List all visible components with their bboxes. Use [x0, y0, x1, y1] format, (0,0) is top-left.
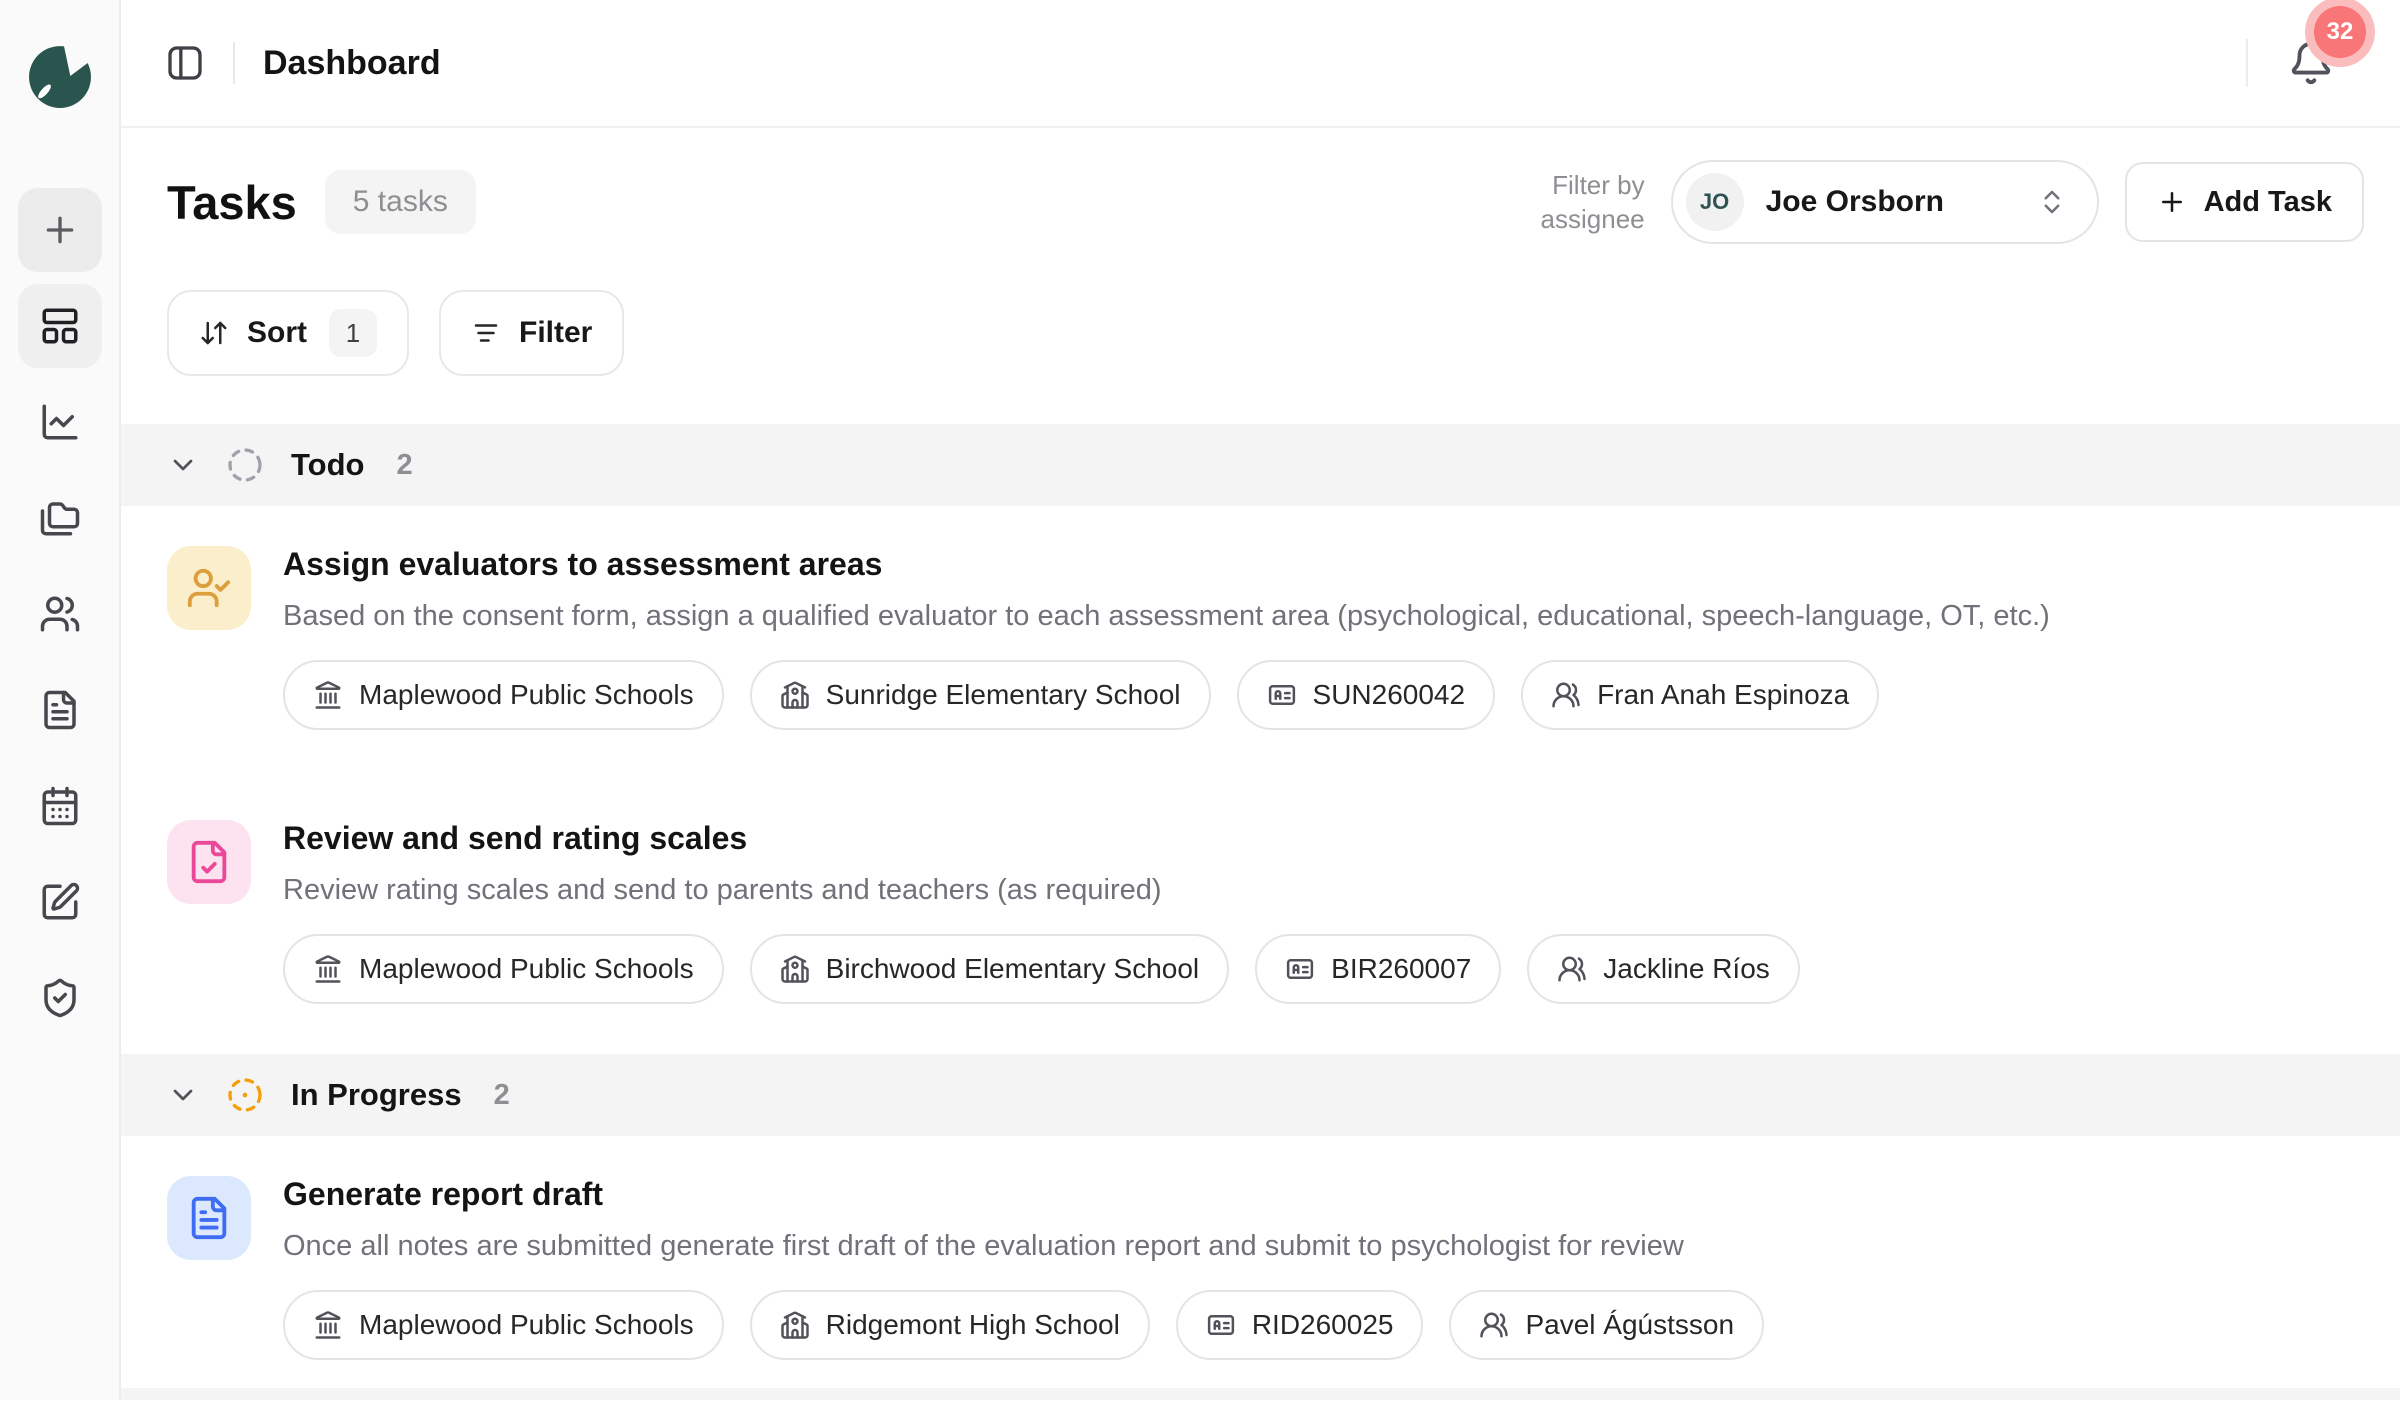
- header-right-divider: [2246, 39, 2248, 87]
- file-text-icon: [39, 689, 81, 731]
- page-breadcrumb-title: Dashboard: [263, 44, 441, 83]
- student-id-tag[interactable]: BIR260007: [1255, 934, 1501, 1004]
- next-section-band-partial: [121, 1388, 2400, 1400]
- section-header-in-progress[interactable]: [121, 1054, 2400, 1136]
- sidebar-toggle-button[interactable]: [165, 43, 205, 83]
- main-content: [121, 128, 2400, 1410]
- task-title: Review and send rating scales: [283, 816, 1800, 860]
- district-tag[interactable]: Maplewood Public Schools: [283, 660, 724, 730]
- person-tag[interactable]: Fran Anah Espinoza: [1521, 660, 1879, 730]
- sidebar-item-people[interactable]: [18, 572, 102, 656]
- dashboard-grid-icon: [39, 305, 81, 347]
- dashed-circle-icon: [225, 445, 265, 485]
- task-row[interactable]: [121, 780, 2400, 1054]
- task-description: Based on the consent form, assign a qualified evaluator to each assessment area (psychological, educational, speech-language, OT, etc.): [283, 596, 2050, 636]
- person-tag[interactable]: Jackline Ríos: [1527, 934, 1800, 1004]
- top-header: [121, 0, 2400, 128]
- notification-count-badge: 32: [2314, 6, 2366, 58]
- sidebar-item-documents[interactable]: [18, 668, 102, 752]
- people-icon: [1557, 954, 1587, 984]
- file-text-icon: [167, 1176, 251, 1260]
- student-id-tag[interactable]: SUN260042: [1237, 660, 1496, 730]
- add-task-button[interactable]: [2125, 162, 2364, 242]
- sort-label: Sort: [247, 316, 307, 350]
- student-id-tag[interactable]: RID260025: [1176, 1290, 1424, 1360]
- task-description: Review rating scales and send to parents and teachers (as required): [283, 870, 1800, 910]
- task-row[interactable]: [121, 506, 2400, 780]
- header-divider: [233, 42, 235, 84]
- dashed-circle-dot-icon: [225, 1075, 265, 1115]
- add-task-label: Add Task: [2204, 186, 2332, 219]
- id-card-icon: [1206, 1310, 1236, 1340]
- folders-icon: [39, 497, 81, 539]
- calendar-icon: [39, 785, 81, 827]
- section-label: In Progress: [291, 1077, 462, 1113]
- chevrons-up-down-icon: [2037, 187, 2067, 217]
- pie-logo-icon: [27, 97, 93, 114]
- district-tag[interactable]: Maplewood Public Schools: [283, 1290, 724, 1360]
- assignee-filter-select[interactable]: [1671, 160, 2099, 244]
- landmark-icon: [313, 1310, 343, 1340]
- line-chart-icon: [39, 401, 81, 443]
- people-icon: [1479, 1310, 1509, 1340]
- sidebar-item-analytics[interactable]: [18, 380, 102, 464]
- sort-count-badge: 1: [329, 309, 377, 357]
- plus-icon: [40, 210, 80, 250]
- school-icon: [780, 954, 810, 984]
- school-icon: [780, 680, 810, 710]
- assignee-name: Joe Orsborn: [1766, 185, 1944, 219]
- panel-left-icon: [165, 43, 205, 83]
- filter-button[interactable]: [439, 290, 624, 376]
- sort-button[interactable]: [167, 290, 409, 376]
- users-icon: [39, 593, 81, 635]
- sidebar-new-button[interactable]: [18, 188, 102, 272]
- sidebar: [0, 0, 121, 1400]
- sidebar-item-files[interactable]: [18, 476, 102, 560]
- district-tag[interactable]: Maplewood Public Schools: [283, 934, 724, 1004]
- id-card-icon: [1285, 954, 1315, 984]
- filter-lines-icon: [471, 318, 501, 348]
- sidebar-item-calendar[interactable]: [18, 764, 102, 848]
- filter-by-assignee-label: Filter by assignee: [1541, 168, 1645, 236]
- user-check-icon: [167, 546, 251, 630]
- section-label: Todo: [291, 447, 364, 483]
- school-tag[interactable]: Ridgemont High School: [750, 1290, 1150, 1360]
- assignee-avatar: JO: [1686, 173, 1744, 231]
- section-count: 2: [494, 1079, 510, 1112]
- task-count-badge: 5 tasks: [325, 170, 476, 234]
- app-logo[interactable]: [27, 44, 93, 110]
- shield-check-icon: [39, 977, 81, 1019]
- school-tag[interactable]: Birchwood Elementary School: [750, 934, 1230, 1004]
- task-row[interactable]: [121, 1136, 2400, 1410]
- school-icon: [780, 1310, 810, 1340]
- chevron-down-icon: [167, 449, 199, 481]
- notifications-button[interactable]: [2288, 40, 2334, 86]
- file-check-icon: [167, 820, 251, 904]
- school-tag[interactable]: Sunridge Elementary School: [750, 660, 1211, 730]
- people-icon: [1551, 680, 1581, 710]
- task-title: Assign evaluators to assessment areas: [283, 542, 2050, 586]
- sidebar-item-notes[interactable]: [18, 860, 102, 944]
- filter-label: Filter: [519, 316, 592, 350]
- sidebar-item-dashboard[interactable]: [18, 284, 102, 368]
- section-header-todo[interactable]: [121, 424, 2400, 506]
- task-title: Generate report draft: [283, 1172, 1764, 1216]
- plus-icon: [2157, 187, 2187, 217]
- sidebar-item-compliance[interactable]: [18, 956, 102, 1040]
- section-count: 2: [396, 449, 412, 482]
- id-card-icon: [1267, 680, 1297, 710]
- person-tag[interactable]: Pavel Ágústsson: [1449, 1290, 1764, 1360]
- sort-arrows-icon: [199, 318, 229, 348]
- edit-note-icon: [39, 881, 81, 923]
- page-title: Tasks: [167, 175, 297, 230]
- task-description: Once all notes are submitted generate first draft of the evaluation report and submit to psychologist for review: [283, 1226, 1764, 1266]
- landmark-icon: [313, 680, 343, 710]
- chevron-down-icon: [167, 1079, 199, 1111]
- landmark-icon: [313, 954, 343, 984]
